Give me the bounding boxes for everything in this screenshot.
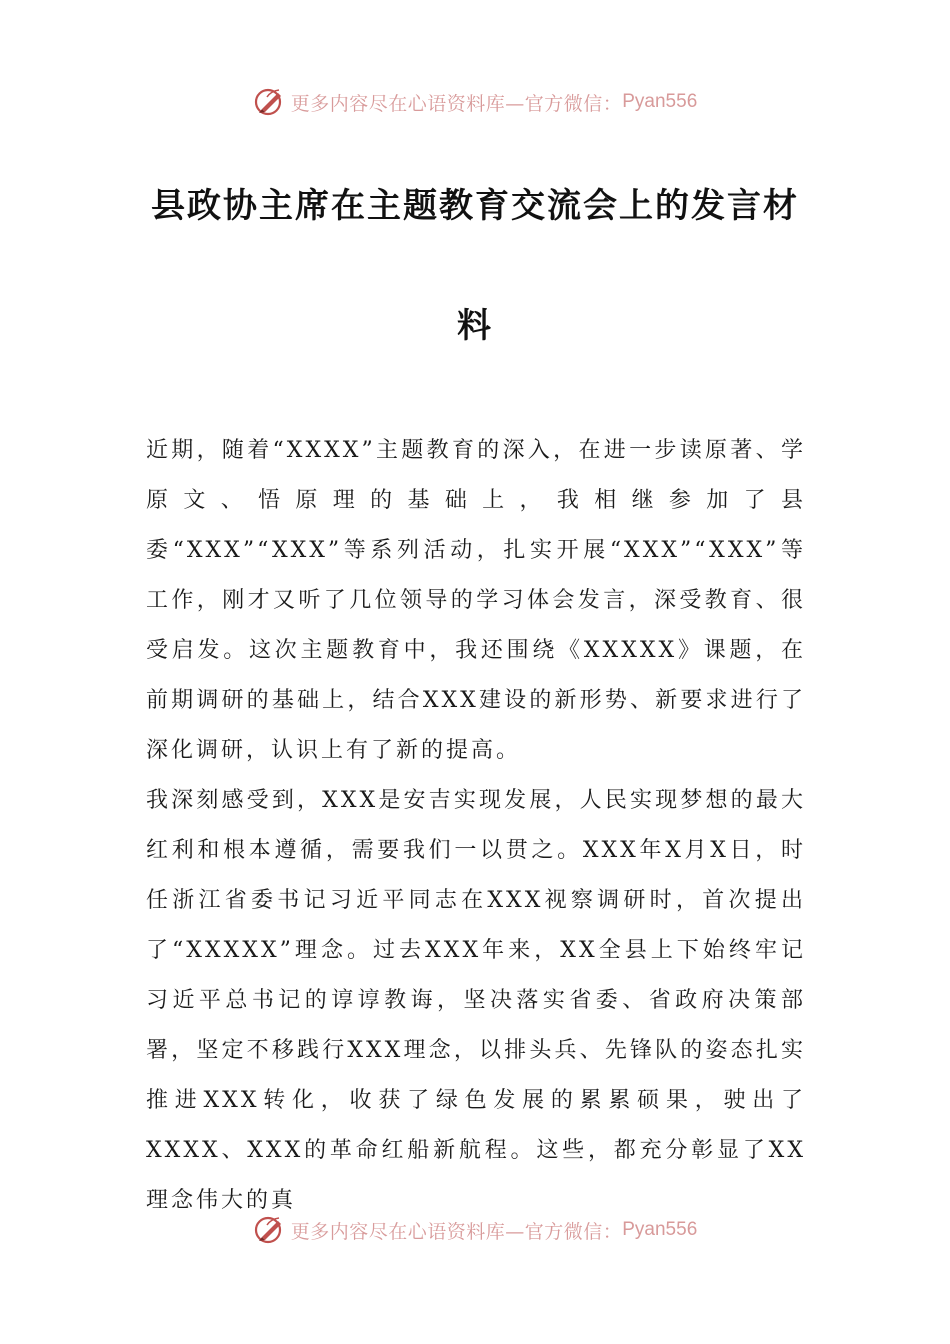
paragraph: 近期，随着“XXXX”主题教育的深入，在进一步读原著、学原文、悟原理的基础上，我相继参加了县委“XXX”“XXX”等系列活动，扎实开展“XXX”“XXX”等工作，刚才又听了几位领导的学习体会发言，深受教育、很受启发。这次主题教育中，我还围绕《XXXXX》课题，在前期调研的基础上，结合XXX建设的新形势、新要求进行了深化调研，认识上有了新的提高。 [146, 438, 806, 763]
footer-watermark-banner [0, 1210, 950, 1250]
quill-pen-logo-icon [253, 1213, 287, 1247]
paragraph: 我深刻感受到，XXX是安吉实现发展，人民实现梦想的最大红利和根本遵循，需要我们一以贯之。XXX年X月X日，时任浙江省委书记习近平同志在XXX视察调研时，首次提出了“XXXXX”理念。过去XXX年来，XX全县上下始终牢记习近平总书记的谆谆教诲，坚决落实省委、省政府决策部署，坚定不移践行XXX理念，以排头兵、先锋队的姿态扎实推进XXX转化，收获了绿色发展的累累硕果，驶出了XXXX、XXX的革命红船新航程。这些，都充分彰显了XX理念伟大的真 [146, 788, 806, 1213]
document-body [146, 426, 806, 1226]
document-title-line-1: 县政协主席在主题教育交流会上的发言材 [151, 186, 799, 226]
quill-pen-logo-icon [253, 85, 287, 119]
document-title-line-2: 料 [457, 306, 493, 346]
watermark-text: 更多内容尽在心语资料库—官方微信： [290, 92, 623, 115]
watermark-wechat-handle: Pyan556 [622, 91, 698, 112]
watermark-wechat-handle: Pyan556 [622, 1219, 698, 1240]
watermark-text: 更多内容尽在心语资料库—官方微信： [290, 1220, 623, 1243]
header-watermark-banner [0, 82, 950, 122]
